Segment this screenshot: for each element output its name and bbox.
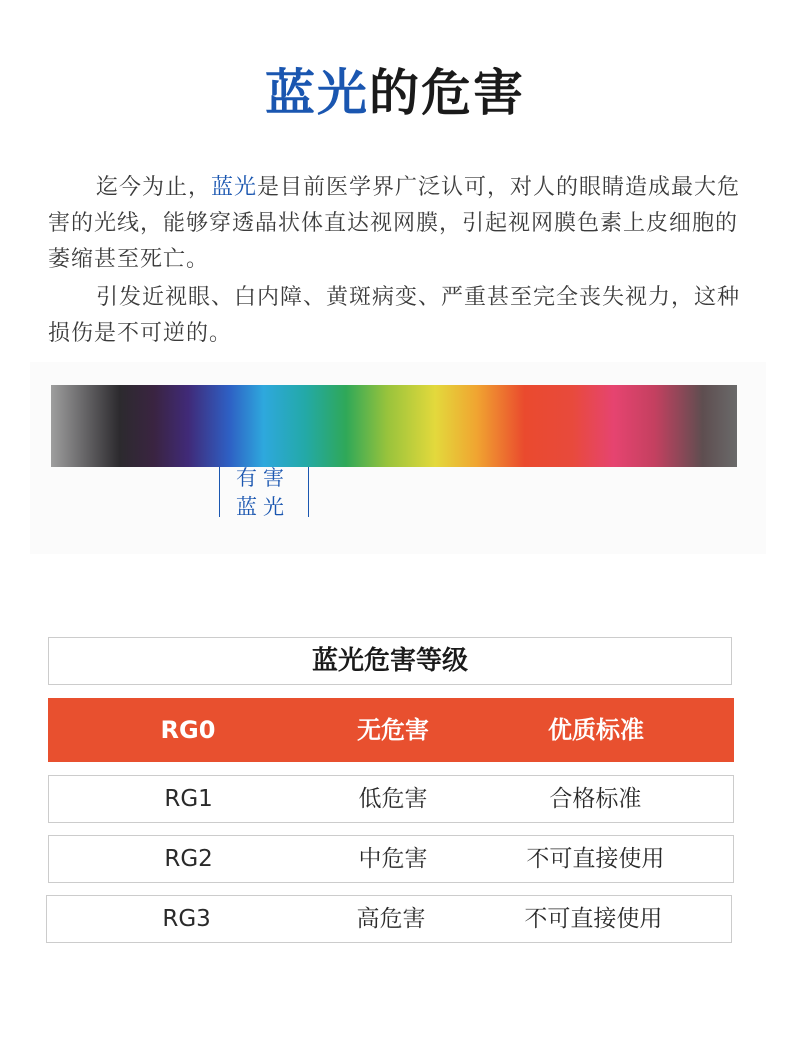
hazard-table-header-row [48,698,734,762]
row-level: 高危害 [356,906,426,932]
row-level: 中危害 [358,846,428,872]
table-row [48,835,734,883]
intro-paragraph-1 [48,170,748,278]
header-grade: RG0 [160,716,216,744]
title-rest: 的危害 [369,64,525,122]
table-row [46,895,732,943]
para1-suffix: 是目前医学界广泛认可，对人的眼睛造成最大危害的光线，能够穿透晶状体直达视网膜，引起视网膜色素上皮细胞的萎缩甚至死亡。 [48,175,741,272]
para2-text: 引发近视眼、白内障、黄斑病变、严重甚至完全丧失视力，这种损伤是不可逆的。 [48,285,741,346]
row-grade: RG3 [162,906,211,932]
light-spectrum-bar [51,385,737,467]
header-use: 优质标准 [548,716,644,744]
para1-highlight: 蓝光 [211,175,258,200]
para1-prefix: 迄今为止， [96,175,212,200]
table-row [48,775,734,823]
harmful-blue-label [219,464,307,522]
row-use: 不可直接使用 [524,906,663,932]
header-level: 无危害 [357,716,429,744]
row-level: 低危害 [358,786,428,812]
harmful-blue-label-line2: 蓝光 [236,495,290,519]
title-highlight: 蓝光 [265,64,369,122]
harmful-blue-label-line1: 有害 [236,466,290,490]
intro-paragraph-2 [48,280,748,352]
row-use: 合格标准 [549,786,642,812]
row-grade: RG2 [164,846,213,872]
row-use: 不可直接使用 [526,846,665,872]
page-title [0,58,790,128]
row-grade: RG1 [164,786,213,812]
hazard-table-title: 蓝光危害等级 [48,637,732,685]
